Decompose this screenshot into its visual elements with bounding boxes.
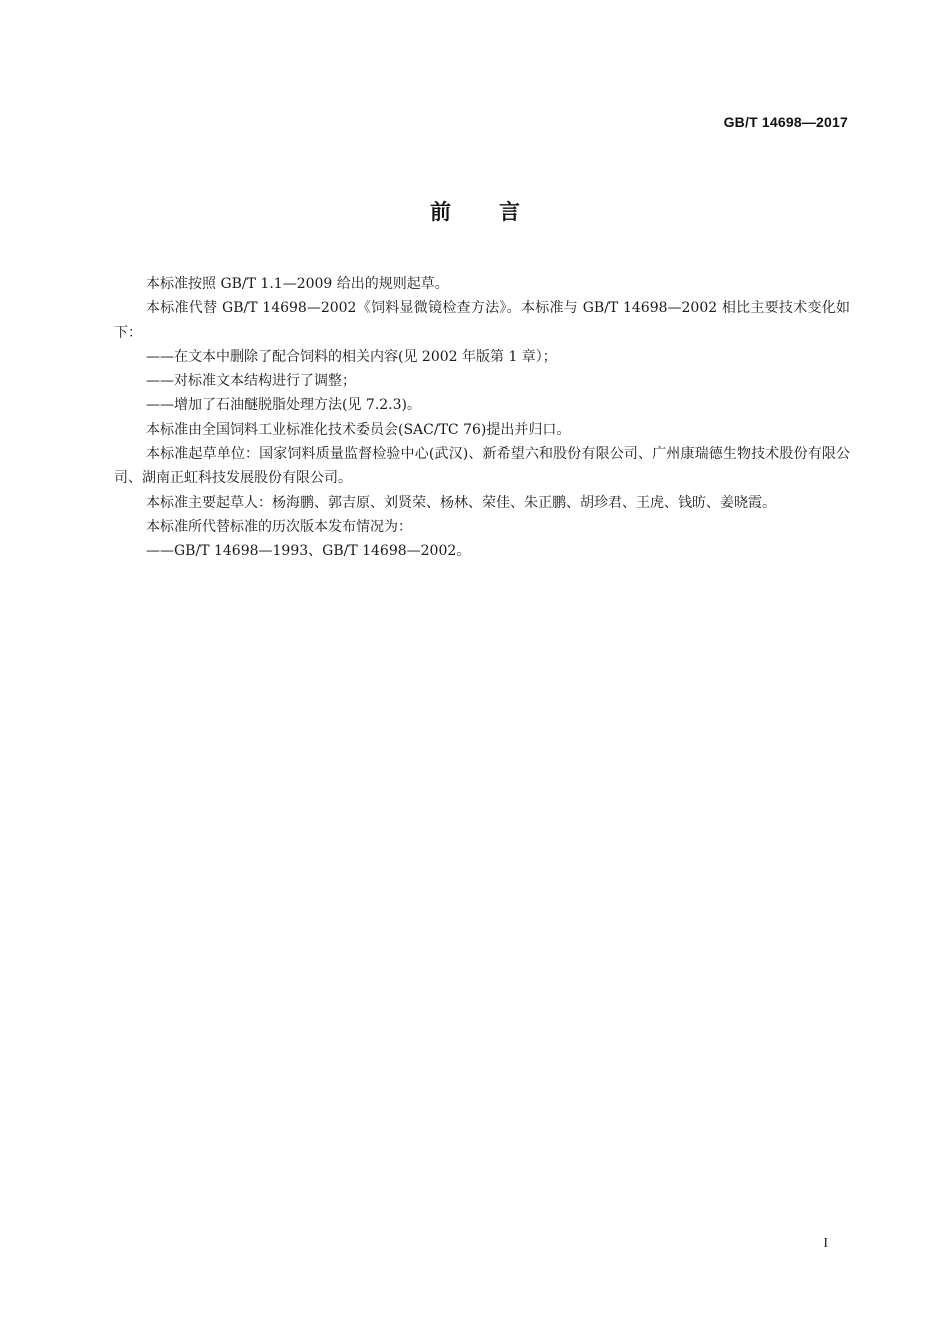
paragraph-drafters: 本标准主要起草人：杨海鹏、郭吉原、刘贤荣、杨林、荣佳、朱正鹏、胡珍君、王虎、钱昉、姜晓霞。 — [146, 494, 776, 511]
paragraph-replacement: 本标准代替 GB/T 14698—2002《饲料显微镜检查方法》。本标准与 GB/T 14698—2002 相比主要技术变化如下： — [114, 300, 850, 341]
paragraph-drafting-units: 本标准起草单位：国家饲料质量监督检验中心(武汉)、新希望六和股份有限公司、广州康瑞德生物技术股份有限公司、湖南正虹科技发展股份有限公司。 — [114, 446, 850, 487]
page-title — [0, 196, 950, 226]
change-item-3: ——增加了石油醚脱脂处理方法(见 7.2.3)。 — [146, 397, 421, 414]
change-item-2: ——对标准文本结构进行了调整； — [146, 373, 356, 390]
change-item-1: ——在文本中删除了配合饲料的相关内容(见 2002 年版第 1 章）； — [146, 348, 557, 365]
paragraph-drafting-rules: 本标准按照 GB/T 1.1—2009 给出的规则起草。 — [146, 276, 449, 292]
paragraph-proposer: 本标准由全国饲料工业标准化技术委员会(SAC/TC 76)提出并归口。 — [146, 421, 571, 438]
standard-number: GB/T 14698—2017 — [723, 114, 848, 130]
title-char-right: 言 — [499, 200, 520, 224]
page-number: I — [823, 1236, 828, 1251]
foreword-body — [114, 272, 850, 564]
paragraph-history-intro: 本标准所代替标准的历次版本发布情况为： — [146, 518, 412, 535]
title-char-left: 前 — [430, 200, 451, 224]
history-item: ——GB/T 14698—1993、GB/T 14698—2002。 — [146, 543, 471, 560]
